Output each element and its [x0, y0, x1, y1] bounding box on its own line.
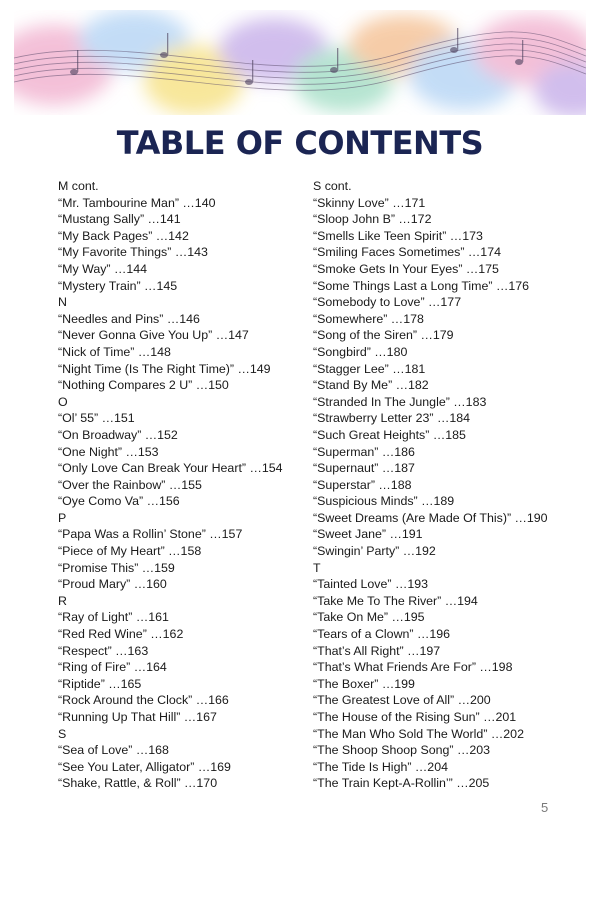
section-heading: S [58, 726, 67, 741]
toc-entry: “Stranded In The Jungle” …183 [313, 394, 487, 409]
toc-entry: “Skinny Love” …171 [313, 195, 426, 210]
section-heading: T [313, 560, 321, 575]
toc-entry: “Nick of Time” …148 [58, 344, 171, 359]
toc-entry: “Stand By Me” …182 [313, 378, 429, 393]
toc-entry: “Only Love Can Break Your Heart” …154 [58, 461, 283, 476]
toc-entry: “Superman” …186 [313, 444, 415, 459]
toc-entry: “Red Red Wine” …162 [58, 627, 184, 642]
toc-entry: “Sweet Jane” …191 [313, 527, 423, 542]
toc-entry: “The Tide Is High” …204 [313, 759, 448, 774]
toc-entry: “Mustang Sally” …141 [58, 212, 181, 227]
toc-entry: “Mystery Train” …145 [58, 278, 178, 293]
toc-entry: “Promise This” …159 [58, 560, 175, 575]
toc-entry: “That’s What Friends Are For” …198 [313, 660, 513, 675]
toc-entry: “The Man Who Sold The World” …202 [313, 726, 524, 741]
toc-entry: “One Night” …153 [58, 444, 159, 459]
toc-entry: “My Back Pages” …142 [58, 228, 189, 243]
toc-entry: “Sweet Dreams (Are Made Of This)” …190 [313, 510, 548, 525]
section-heading: N [58, 295, 67, 310]
toc-entry: “Mr. Tambourine Man” …140 [58, 195, 216, 210]
toc-entry: “Songbird” …180 [313, 344, 408, 359]
toc-entry: “Proud Mary” …160 [58, 577, 167, 592]
toc-entry: “Sloop John B” …172 [313, 212, 432, 227]
toc-entry: “Some Things Last a Long Time” …176 [313, 278, 530, 293]
toc-entry: “Riptide” …165 [58, 676, 142, 691]
toc-entry: “The Greatest Love of All” …200 [313, 693, 491, 708]
toc-entry: “The Shoop Shoop Song” …203 [313, 743, 491, 758]
toc-entry: “Such Great Heights” …185 [313, 427, 466, 442]
toc-entry: “The Train Kept-A-Rollin’” …205 [313, 776, 490, 791]
toc-entry: “Papa Was a Rollin’ Stone” …157 [58, 527, 243, 542]
toc-entry: “Needles and Pins” …146 [58, 311, 200, 326]
toc-entry: “Superstar” …188 [313, 477, 412, 492]
toc-entry: “Tears of a Clown” …196 [313, 627, 451, 642]
toc-entry: “Smells Like Teen Spirit” …173 [313, 228, 483, 243]
toc-entry: “Sea of Love” …168 [58, 743, 169, 758]
toc-entry: “Somebody to Love” …177 [313, 295, 462, 310]
toc-entry: “Song of the Siren” …179 [313, 328, 454, 343]
section-heading: O [58, 394, 68, 409]
toc-column-right [313, 178, 573, 792]
page-number: 5 [541, 800, 549, 815]
toc-column-left [58, 178, 303, 792]
toc-entry: “That’s All Right” …197 [313, 643, 441, 658]
toc-entry: “My Way” …144 [58, 261, 148, 276]
toc-entry: “Take On Me” …195 [313, 610, 425, 625]
toc-entry: “Ray of Light” …161 [58, 610, 169, 625]
toc-entry: “Ol’ 55” …151 [58, 411, 135, 426]
toc-entry: “Smoke Gets In Your Eyes” …175 [313, 261, 499, 276]
toc-entry: “Piece of My Heart” …158 [58, 544, 202, 559]
toc-entry: “Stagger Lee” …181 [313, 361, 426, 376]
toc-entry: “Smiling Faces Sometimes” …174 [313, 245, 501, 260]
toc-entry: “The House of the Rising Sun” …201 [313, 710, 517, 724]
toc-entry: “Night Time (Is The Right Time)” …149 [58, 361, 271, 376]
toc-entry: “Over the Rainbow” …155 [58, 477, 202, 492]
toc-entry: “Supernaut” …187 [313, 461, 415, 476]
toc-entry: “The Boxer” …199 [313, 676, 415, 691]
toc-entry: “See You Later, Alligator” …169 [58, 759, 231, 774]
toc-entry: “Swingin’ Party” …192 [313, 544, 436, 559]
toc-entry: “Rock Around the Clock” …166 [58, 693, 229, 708]
section-heading: S cont. [313, 179, 352, 193]
toc-entry: “Oye Como Va” …156 [58, 494, 180, 509]
section-heading: R [58, 593, 67, 608]
toc-entry: “My Favorite Things” …143 [58, 245, 208, 260]
toc-entry: “Strawberry Letter 23” …184 [313, 411, 471, 426]
toc-entry: “Take Me To The River” …194 [313, 593, 478, 608]
toc-entry: “Ring of Fire” …164 [58, 660, 167, 675]
toc-entry: “Somewhere” …178 [313, 311, 424, 326]
section-heading: M cont. [58, 179, 99, 193]
toc-entry: “Tainted Love” …193 [313, 577, 429, 592]
page-title: TABLE OF CONTENTS [116, 124, 484, 162]
toc-entry: “Respect” …163 [58, 643, 149, 658]
toc-entry: “Suspicious Minds” …189 [313, 494, 455, 509]
toc-entry: “Never Gonna Give You Up” …147 [58, 328, 249, 343]
toc-entry: “Shake, Rattle, & Roll” …170 [58, 776, 218, 791]
toc-entry: “Nothing Compares 2 U” …150 [58, 378, 229, 393]
toc-entry: “Running Up That Hill” …167 [58, 710, 217, 724]
section-heading: P [58, 510, 67, 525]
music-notes-watercolor-banner-icon [14, 10, 586, 115]
toc-entry: “On Broadway” …152 [58, 427, 178, 442]
